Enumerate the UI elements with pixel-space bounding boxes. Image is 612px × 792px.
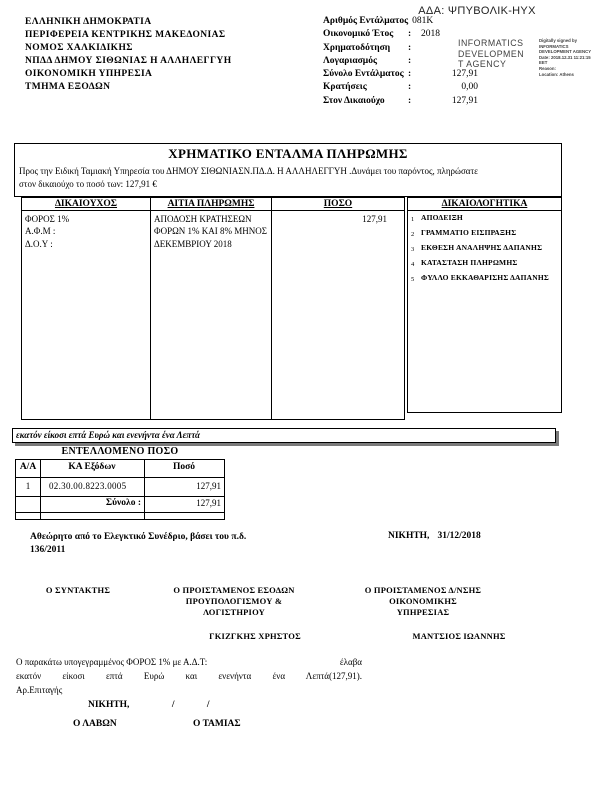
document-number: 4: [411, 261, 415, 268]
payment-reason-line: ΔΕΚΕΜΒΡΙΟΥ 2018: [154, 238, 232, 249]
ordered-amount-title: ΕΝΤΕΛΛΟΜΕΝΟ ΠΟΣΟ: [61, 446, 179, 457]
supporting-documents-column: [407, 197, 562, 413]
field-fiscal-year: [323, 29, 478, 42]
table-divider: [16, 496, 224, 497]
signature-role-line: Ο ΠΡΟΙΣΤΑΜΕΝΟΣ ΕΣΟΔΩΝ: [173, 585, 295, 595]
stamp-detail-line: DEVELOPMENT AGENCY: [539, 49, 592, 55]
amount-in-words-bar: εκατόν είκοσι επτά Ευρώ και ενενήντα ένα Λεπτά: [12, 428, 556, 443]
document-label: ΦΥΛΛΟ ΕΚΚΑΘΑΡΙΣΗΣ ΔΑΠΑΝΗΣ: [421, 273, 550, 282]
stamp-agency-line: INFORMATICS: [458, 38, 524, 48]
table-divider: [16, 477, 224, 478]
warrant-intro: [15, 162, 561, 191]
total-label: Σύνολο :: [105, 498, 141, 508]
field-funding: [323, 43, 478, 56]
payment-reason-cell: [151, 211, 271, 252]
receipt-line1-right: έλαβα: [339, 657, 362, 667]
row-amount: 127,91: [196, 481, 221, 491]
issuer-line-region: ΠΕΡΙΦΕΡΕΙΑ ΚΕΝΤΡΙΚΗΣ ΜΑΚΕΔΟΝΙΑΣ: [25, 30, 226, 40]
payment-table: [21, 197, 405, 420]
field-label: Κρατήσεις: [323, 82, 367, 93]
field-withholdings: [323, 82, 478, 95]
payment-reason-column: [151, 198, 272, 419]
document-item: [408, 211, 561, 226]
signature-role-author: Ο ΣΥΝΤΑΚΤΗΣ: [45, 585, 111, 595]
ordered-amount-table: [15, 459, 225, 520]
issuer-line-service: ΟΙΚΟΝΟΜΙΚΗ ΥΠΗΡΕΣΙΑ: [25, 69, 153, 79]
beneficiary-cell: [22, 211, 150, 252]
digital-signature-stamp: [458, 38, 611, 77]
receipt-line1: [16, 655, 362, 669]
field-separator: :: [408, 82, 412, 93]
warrant-title: ΧΡΗΜΑΤΙΚΟ ΕΝΤΑΛΜΑ ΠΛΗΡΩΜΗΣ: [168, 146, 408, 161]
field-value: 0,00: [461, 82, 478, 93]
field-value: 127,91: [451, 95, 478, 106]
payment-reason-line: ΦΟΡΩΝ 1% ΚΑΙ 8% ΜΗΝΟΣ: [154, 226, 268, 237]
beneficiary-line: ΦΟΡΟΣ 1%: [25, 214, 70, 224]
field-label: Λογαριασμός: [323, 55, 377, 66]
field-label: Χρηματοδότηση: [323, 42, 391, 53]
date-slash: /: [171, 700, 175, 710]
stamp-detail-line: Digitally signed by: [539, 38, 577, 43]
payment-reason-header: ΑΙΤΙΑ ΠΛΗΡΩΜΗΣ: [151, 198, 271, 211]
field-net-to-beneficiary: [323, 96, 478, 109]
field-separator: :: [408, 42, 412, 53]
expense-code: 02.30.00.8223.0005: [49, 481, 127, 491]
stamp-detail-line: Location: Athens: [539, 71, 574, 77]
signatory-name-finance-director: ΜΑΝΤΣΙΟΣ ΙΩΑΝΝΗΣ: [412, 631, 506, 641]
field-account: [323, 56, 478, 69]
column-header-amount: Ποσό: [172, 462, 196, 472]
document-number: 2: [411, 231, 415, 238]
field-separator: :: [408, 95, 412, 106]
signature-role-finance-director: [338, 585, 508, 618]
beneficiary-line: Α.Φ.Μ :: [25, 226, 56, 237]
issuer-block: [25, 16, 231, 94]
stamp-agency-line: T AGENCY: [458, 59, 507, 69]
receipt-place-date: [88, 700, 209, 710]
payment-reason-line: ΑΠΟΔΟΣΗ ΚΡΑΤΗΣΕΩΝ: [154, 214, 252, 224]
audit-exemption-note: Αθεώρητο από το Ελεγκτικό Συνέδριο, βάσει του π.δ. 136/2011: [30, 532, 247, 555]
field-separator: :: [408, 55, 412, 66]
amount-value: 127,91: [362, 214, 387, 224]
document-item: [408, 256, 561, 271]
issuer-line-prefecture: ΝΟΜΟΣ ΧΑΛΚΙΔΙΚΗΣ: [25, 43, 133, 53]
amount-header: ΠΟΣΟ: [272, 198, 404, 211]
date: 31/12/2018: [437, 531, 481, 541]
field-warrant-total: [323, 69, 478, 82]
column-header-aa: Α/Α: [19, 462, 37, 472]
table-divider: [16, 512, 224, 513]
document-label: ΓΡΑΜΜΑΤΙΟ ΕΙΣΠΡΑΞΗΣ: [421, 228, 517, 237]
document-item: [408, 226, 561, 241]
ada-code: ΑΔΑ: ΨΠΥΒΟΛΙΚ-ΗΥΧ: [418, 5, 536, 17]
signature-role-revenue-head: [160, 585, 308, 618]
receipt-cheque-number: Αρ.Επιταγής: [16, 685, 63, 695]
signature-role-line: ΠΡΟΥΠΟΛΟΓΙΣΜΟΥ & ΛΟΓΙΣΤΗΡΙΟΥ: [185, 596, 283, 617]
beneficiary-column: [22, 198, 151, 419]
stamp-detail-line: INFORMATICS: [539, 43, 569, 49]
beneficiary-line: Δ.Ο.Υ :: [25, 238, 53, 249]
document-number: 5: [411, 276, 415, 283]
document-item: [408, 241, 561, 256]
order-info-block: [323, 16, 478, 109]
document-number: 1: [411, 216, 415, 223]
stamp-signature-details: [539, 38, 611, 77]
stamp-detail-line: Reason:: [539, 65, 556, 71]
receipt-line1-left: Ο παρακάτω υπογεγραμμένος ΦΟΡΟΣ 1% με Α.Δ.Τ:: [16, 657, 208, 667]
issuer-line-department: ΤΜΗΜΑ ΕΞΟΔΩΝ: [25, 82, 111, 92]
field-label: Οικονομικό Έτος: [323, 29, 394, 40]
issuer-line-entity: ΝΠΔΔ ΔΗΜΟΥ ΣΙΘΩΝΙΑΣ Η ΑΛΛΗΛΕΓΓΥΗ: [25, 56, 232, 66]
field-separator: :: [408, 29, 412, 40]
total-amount: 127,91: [196, 498, 221, 508]
issuer-line-country: ΕΛΛΗΝΙΚΗ ΔΗΜΟΚΡΑΤΙΑ: [25, 17, 152, 27]
field-separator: :: [408, 69, 412, 80]
document-number: 3: [411, 246, 415, 253]
place-and-date: [388, 531, 481, 541]
stamp-detail-line: Date: 2018.12.31 11:21:15: [539, 54, 591, 60]
document-label: ΑΠΟΔΕΙΞΗ: [421, 213, 463, 222]
document-item: [408, 271, 561, 286]
date-slash: /: [206, 700, 210, 710]
warrant-intro-line: Προς την Ειδική Ταμιακή Υπηρεσία του ΔΗΜΟΥ ΣΙΘΩΝΙΑΣΝ.ΠΔ.Δ. Η ΑΛΛΗΛΕΓΓΥΗ .Δυνάμει του παρόντος, πληρώσατε: [19, 166, 478, 176]
field-value: 081Κ: [412, 16, 434, 26]
field-value: 2018: [421, 29, 440, 40]
column-header-expense-code: ΚΑ Εξόδων: [68, 462, 116, 472]
receipt-place: ΝΙΚΗΤΗ,: [88, 700, 130, 710]
stamp-agency-name: [458, 38, 534, 77]
stamp-agency-line: DEVELOPMEN: [458, 48, 525, 59]
document-label: ΕΚΘΕΣΗ ΑΝΑΛΗΨΗΣ ΔΑΠΑΝΗΣ: [421, 243, 543, 252]
field-warrant-number: [323, 16, 478, 29]
signature-role-line: Ο ΠΡΟΙΣΤΑΜΕΝΟΣ Δ/ΝΣΗΣ ΟΙΚΟΝΟΜΙΚΗΣ: [364, 585, 482, 606]
field-value: 127,91: [451, 69, 478, 80]
document-label: ΚΑΤΑΣΤΑΣΗ ΠΛΗΡΩΜΗΣ: [421, 258, 518, 267]
place: ΝΙΚΗΤΗ,: [388, 531, 430, 541]
amount-column: [272, 198, 404, 419]
role-receiver: Ο ΛΑΒΩΝ: [73, 719, 117, 729]
role-cashier: Ο ΤΑΜΙΑΣ: [193, 719, 241, 729]
beneficiary-header: ΔΙΚΑΙΟΥΧΟΣ: [22, 198, 150, 211]
signature-role-line: ΥΠΗΡΕΣΙΑΣ: [396, 607, 450, 617]
receipt-line2: εκατόν είκοσι επτά Ευρώ και ενενήντα ένα Λεπτά(127,91).: [16, 671, 362, 681]
receipt-acknowledgement: [16, 655, 362, 697]
stamp-detail-line: EET: [539, 60, 548, 66]
warrant-title-box: [14, 143, 562, 197]
row-index: 1: [25, 481, 31, 491]
signatory-name-revenue-head: ΓΚΙΖΓΚΗΣ ΧΡΗΣΤΟΣ: [209, 631, 301, 641]
warrant-intro-line: στον δικαιούχο το ποσό των: 127,91 €: [19, 179, 157, 189]
field-label: Στον Δικαιούχο: [323, 95, 385, 106]
field-label: Σύνολο Εντάλματος: [323, 69, 404, 80]
field-label: Αριθμός Εντάλματος: [323, 16, 409, 26]
supporting-documents-header: ΔΙΚΑΙΟΛΟΓΗΤΙΚΑ: [408, 198, 561, 211]
